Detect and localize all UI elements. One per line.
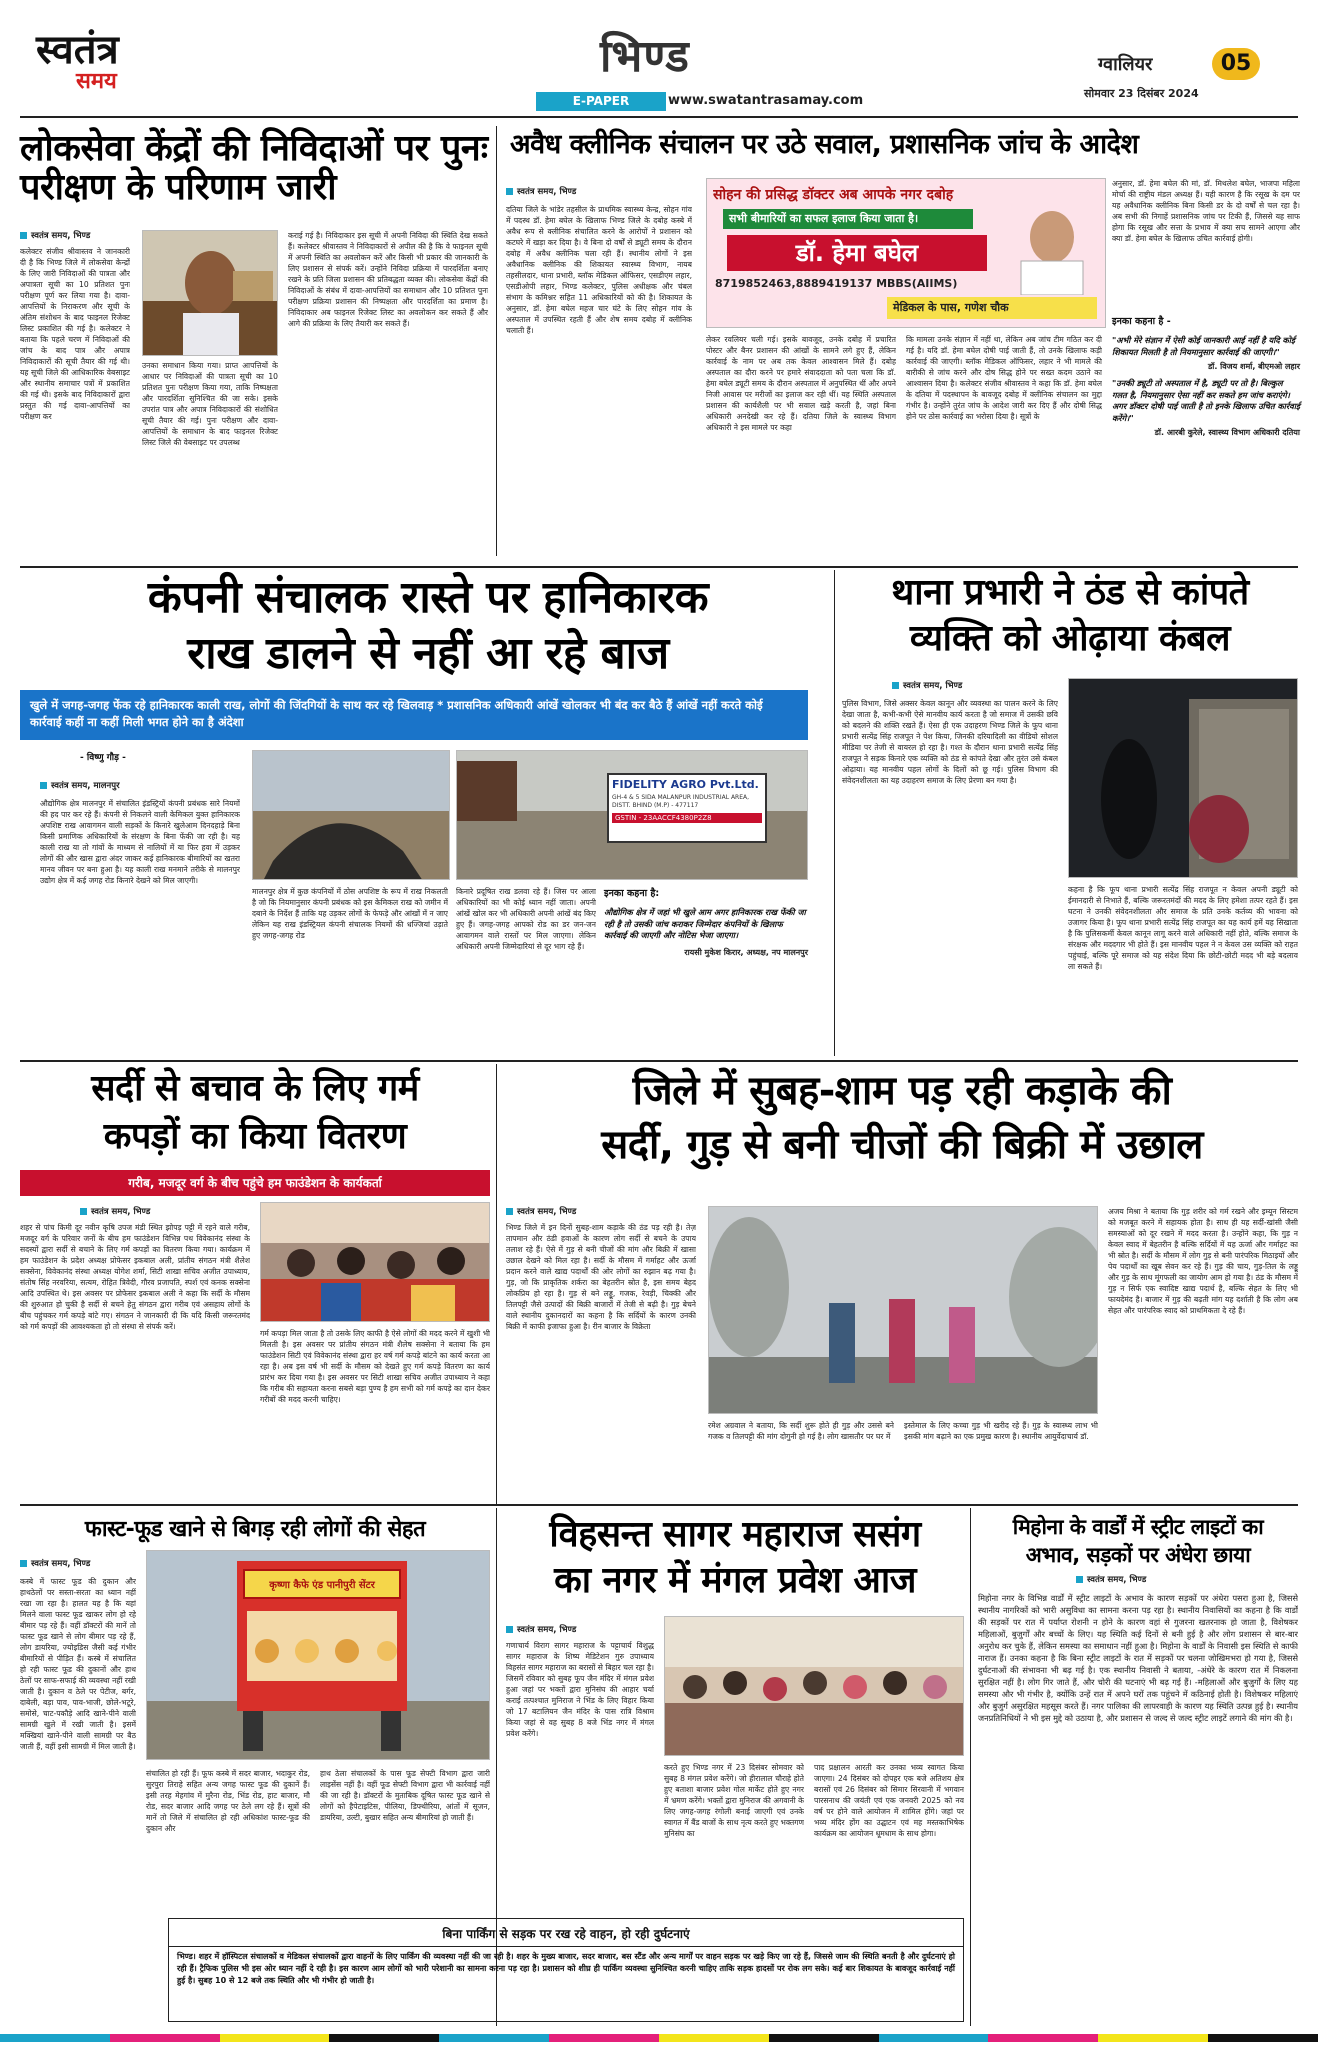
color-registration-bar [0,2034,1318,2042]
quote-signature: रायसी मुकेश किरार, अध्यक्ष, नप मालनपुर [684,947,808,957]
banner-address: मेडिकल के पास, गणेश चौक [887,297,1097,319]
column-1: पुलिस विभाग, जिसे अक्सर केवल कानून और व्यवस्था का पालन करने के लिए देखा जाता है, कभी-कभी ऐसे मानवीय कार्य करता है जो समाज में उसकी छवि को बदलने की शक्ति रखते हैं। ऐसा ही एक उदाहरण भिण्ड जिले के फूप थाना प्रभारी सत्येंद्र सिंह राजपूत ने पेश किया, जिनकी दरियादिली का वीडियो सोशल मीडिया पर तेजी से वायरल हो रहा है। गश्त के दौरान थाना प्रभारी सत्येंद्र सिंह राजपूत ने सड़क किनारे एक व्यक्ति को ठंड से कांपते देखा और तुरंत उसे कंबल ओढ़ाया। यह मानवीय पहल लोगों के दिलों को छू गई। पुलिस विभाग की संवेदनशीलता का यह उदाहरण समाज के लिए प्रेरणा बन गया है। [842,699,1058,785]
article-lokseva [20,124,490,564]
byline-marker-icon [20,1560,27,1567]
box-text: भिण्ड। शहर में हॉस्पिटल संचालकों व मेडिकल संचालकों द्वारा वाहनों के लिए पार्किंग की व्यवस्था नहीं की जा रही है। शहर के मुख्य बाजार, सदर बाजार, बस स्टैंड और अन्य मार्गों पर वाहन सड़क पर खड़े किए जा रहे हैं, जिससे जाम की स्थिति बनती है और दुर्घटनाएं हो रही हैं। ट्रैफिक पुलिस भी इस ओर ध्यान नहीं दे रही है। इस कारण आम लोगों को भारी परेशानी का सामना करना पड़ रहा है। प्रशासन को शीघ्र ही पार्किंग व्यवस्था सुनिश्चित करनी चाहिए ताकि सड़क हादसों पर रोक लग सके। कई बार शिकायत के बावजूद कार्रवाई नहीं हुई है। सुबह 10 से 12 बजे तक स्थिति और भी गंभीर हो जाती है। [177,1952,955,1985]
column-2: करते हुए भिण्ड नगर में 23 दिसंबर सोमवार को सुबह 8 मंगल प्रवेश करेंगे। जो हीरालाल चौराहे होते हुए बताशा बाजार प्रवेश गोल मार्केट होते हुए नगर में भ्रमण करेंगे। भक्तों द्वारा मुनिराज की अगवानी के लिए जगह-जगह रंगोली बनाई जाएगी एवं उनके स्वागत में बैंड बाजों के साथ नृत्य करते हुए भक्तगण मुनिसंघ का [664,1763,804,1838]
parking-news-box [168,1918,964,2022]
fog-walk-photo [708,1206,1098,1414]
column-2: लेकर रवलियर चली गई। इसके बावजूद, उनके दबोह में प्रचारित पोस्टर और बैनर प्रशासन की आंखों के सामने लगे हुए हैं, लेकिन कार्रवाई के नाम पर अब तक केवल आश्वासन मिले हैं। दबोह अस्पताल का दौरा करने पर हमारे संवाददाता को पता चला कि डॉ. हेमा बघेल ड्यूटी समय के दौरान अस्पताल में अनुपस्थित थीं और अपने निजी आवास पर मरीजों का इलाज कर रही थीं। यह स्थिति अस्पताल प्रशासन की कार्यशैली पर भी सवाल खड़े करती है, जहां बिना अधिकारी अनदेखी कर रहे हैं। दतिया जिले के स्वास्थ्य विभाग अधिकारी ने इस मामले पर कहा [706,335,896,432]
column-1: गणाचार्य विराग सागर महाराज के पट्टाचार्य विशुद्ध सागर महाराज के शिष्य मेडिटेशन गुरु उपाध्याय विहसंत सागर महाराज का बरासों से बिहार चल रहा है। जिसमें रविवार को सुबह फूप जैन मंदिर में मंगल प्रवेश हुआ जहां पर भक्तों द्वारा मुनिसंघ की आहार चर्या कराई तत्पश्चात मुनिराज ने भिंड के लिए विहार किया जो 17 बटालियन जैन मंदिर के पास रात्रि विश्राम किया जहां से वह सुबह 8 बजे भिंड नगर में मंगल प्रवेश करेंगे। [506,1641,654,1738]
byline-marker-icon [506,1208,513,1215]
column-1: दतिया जिले के भांडेर तहसील के प्राथमिक स्वास्थ्य केन्द्र, सोहन गांव में पदस्थ डॉ. हेमा बघेल के खिलाफ भिण्ड जिले के दबोह कस्बे में अवैध रूप से क्लीनिक संचालित करने के आरोपों ने प्रशासन को कटघरे में खड़ा कर दिया है। वे बिना दो वर्षों से ड्यूटी समय के दौरान दबोह में अवैध क्लीनिक चला रही हैं। स्थानीय लोगों ने इस अवैधानिक क्लीनिक की शिकायत स्वास्थ्य विभाग, नायब तहसीलदार, थाना प्रभारी, ब्लॉक मेडिकल ऑफिसर, एसडीएम लहार, एसडीओपी लहार, भिण्ड कलेक्टर, पुलिस अधीक्षक और चंबल संभाग के कमिश्नर सहित 11 अधिकारियों को की है। शिकायत के अनुसार, डॉ. हेमा बघेल महज चार घंटे के लिए सोहन गांव के अस्पताल में उपस्थित रहती हैं और शेष समय दबोह में क्लीनिक चलाती हैं। [506,205,692,335]
article-ash-dumping [20,568,830,1058]
banner-doctor-name: डॉ. हेमा बघेल [727,235,987,271]
quote-box [604,886,808,1048]
column-1: कलेक्टर संजीव श्रीवास्तव ने जानकारी दी है कि भिण्ड जिले में लोकसेवा केन्द्रों के लिए जारी निविदाओं की पात्रता और अपात्रता सूची का 10 प्रतिशत पुनः परीक्षण पूर्ण कर लिया गया है। दावा-आपत्तियों के निराकरण और सूची के अंतिम संशोधन के बाद फाइनल रिजेक्ट लिस्ट प्रकाशित की गई है। कलेक्टर ने बताया कि पहले चरण में निविदाओं की जांच के बाद पात्र और अपात्र निविदाकारों की सूची तैयार की गई थी। यह सूची जिले की आधिकारिक वेबसाइट और स्थानीय समाचार पत्रों में प्रकाशित की गई थी। इसके बाद निविदाकारों द्वारा प्रस्तुत की गई दावा-आपत्तियों का परीक्षण कर [20,247,130,421]
masthead-rule [20,116,1298,118]
headline-line-2: कपड़ों का किया वितरण [103,1116,407,1157]
column-3: किनारे प्रदूषित राख डलवा रहे हैं। जिस पर आला अधिकारियों का भी कोई ध्यान नहीं जाता। अपनी आंखें खोल कर भी अधिकारी अपनी आंखें बंद किए हुए हैं। जगह-जगह आपको रोड का डर जन-जन आवागमन वाले रास्तों पर मिल जाएगा। लेकिन अधिकारी अपनी जिम्मेदारियां से दूर भाग रहे हैं। [456,887,596,951]
column-1: मिहोना नगर के विभिन्न वार्डों में स्ट्रीट लाइटों के अभाव के कारण सड़कों पर अंधेरा पसरा हुआ है, जिससे स्थानीय नागरिकों को भारी असुविधा का सामना करना पड़ रहा है। स्थानीय निवासियों का कहना है कि वार्डों की सड़कों पर रात में पर्याप्त रोशनी न होने के कारण वहां से गुजरना खतरनाक हो जाता है, विशेषकर महिलाओं, बुजुर्गों और बच्चों के लिए। यह स्थिति कई दिनों से बनी हुई है और लोग प्रशासन से बार-बार अनुरोध कर चुके हैं, लेकिन समस्या का समाधान नहीं हुआ है। मिहोना के वार्डों के निवासी इस स्थिति से काफी नाराज हैं। उनका कहना है कि बिना स्ट्रीट लाइटों के रात में सड़कों पर चलना जोखिमभरा हो गया है, जिससे दुर्घटनाओं की संभावना भी बढ़ गई है। एक स्थानीय निवासी ने बताया, -अंधेरे के कारण रात में निकलना सुरक्षित नहीं है। लोग गिर जाते हैं, और चोरी की घटनाएं भी बढ़ गई हैं। -महिलाओं और बुजुर्गों के लिए यह समस्या और भी गंभीर है, क्योंकि उन्हें रात में अपने घरों तक पहुंचने में कठिनाई होती है। विशेषकर महिलाएं और बुजुर्ग असुरक्षित महसूस करते हैं। नगर पालिका की लापरवाही के कारण यह स्थिति उत्पन्न हुई है। स्थानीय जनप्रतिनिधियों ने भी इस मुद्दे को उठाया है, और प्रशासन से जल्द से जल्द स्ट्रीट लाइटें लगाने की मांग की है। [978,1593,1298,1723]
headline-line-1: सर्दी से बचाव के लिए गर्म [91,1068,419,1109]
website-link[interactable]: www.swatantrasamay.com [668,93,864,108]
cart-sign: कृष्णा कैफे एंड पानीपुरी सेंटर [243,1569,401,1599]
edition-block [1084,48,1284,108]
factory-sign-photo [456,750,808,880]
brand-logo [36,26,196,94]
banner-phone: 8719852463,8889419137 MBBS(AIIMS) [715,277,958,290]
brand-top: स्वतंत्र [36,26,119,73]
headline-line-2: अभाव, सड़कों पर अंधेरा छाया [1025,1543,1251,1567]
blanket-photo [1068,678,1298,878]
headline-line-1: जिले में सुबह-शाम पड़ रही कड़ाके की [632,1068,1172,1114]
column-3: पाद प्रक्षालन आरती कर उनका भव्य स्वागत किया जाएगा। 24 दिसंबर को दोपहर एक बजे अतिशय क्षेत्र बरासों एवं 26 दिसंबर को सिमार सिरवानी में भगवान पारसनाथ की जयंती एवं एक जनवरी 2025 को नव वर्ष पर होने वाले आयोजन में शामिल होंगे। जहां पर भव्य मंदिर होंग का उद्घाटन एवं मह मस्तकाभिषेक कार्यक्रम का आयोजन धूमधाम के साथ होगा। [814,1763,964,1838]
ash-pile-image [253,751,450,880]
article-jaggery [506,1062,1298,1502]
headline: अवैध क्लीनिक संचालन पर उठे सवाल, प्रशासनिक जांच के आदेश [510,129,1139,160]
author: - विष्णु गौड़ - [80,753,126,763]
headline-line-2: व्यक्ति को ओढ़ाया कंबल [909,618,1231,659]
sign-address: GH-4 & 5 SIDA MALANPUR INDUSTRIAL AREA, DISTT. BHIND (M.P) - 477117 [612,794,750,809]
box-title: बिना पार्किंग से सड़क पर रख रहे वाहन, हो रही दुर्घटनाएं [169,1919,963,1947]
byline: स्वतंत्र समय, भिण्ड [892,680,962,691]
headline: लोकसेवा केंद्रों की निविदाओं पर पुनः परीक्षण के परिणाम जारी [20,128,488,208]
headline-line-1: मिहोना के वार्डों में स्ट्रीट लाइटों का [1012,1515,1264,1539]
column-2: मालनपुर क्षेत्र में कुछ कंपनियों में ठोस अपशिष्ट के रूप में राख निकलती है जो कि नियमानुसार कंपनी प्रबंधक को इस केमिकल राख को जमीन में दबाने के निर्देश हैं ताकि यह उड़कर लोगों के फेफड़े और आंखों में न जाए लेकिन यह राख इंडस्ट्रियल कंपनी संचालक नियमों की धज्जियां उड़ाते हुए जगह-जगह रोड [252,887,448,940]
foggy-road-image [709,1207,1098,1414]
banner-line-2: सभी बीमारियों का सफल इलाज किया जाता है। [723,209,973,229]
page-number: 05 [1212,48,1260,80]
deck-bar: गरीब, मजदूर वर्ग के बीच पहुंचे हम फाउंडेशन के कार्यकर्ता [20,1170,490,1196]
byline-marker-icon [506,1626,513,1633]
collector-portrait-image [143,231,278,356]
byline-marker-icon [506,188,513,195]
column-2: गर्म कपड़ा मिल जाता है तो उसके लिए काफी है ऐसे लोगों की मदद करने में खुशी भी मिलती है। इस अवसर पर प्रांतीय संगठन मंत्री शैलेष सक्सेना ने बताया कि हम फाउंडेशन सिटी एवं विवेकानंद संस्था द्वारा हर वर्ष गर्म कपड़े बांटने का कार्य करता आ रहा है। अब इस वर्ष भी सर्दी के मौसम को देखते हुए गर्म कपड़े वितरण का कार्य प्रारंभ कर दिया गया है। इस अवसर पर सिटी शाखा सचिव अजीत उपाध्याय ने कहा कि गरीब की सहायता करना सबसे बड़ा पुण्य है हम सभी को गर्म कपड़े का दान देकर गरीबों की मदद करनी चाहिए। [260,1329,490,1404]
byline-marker-icon [80,1208,87,1215]
byline: स्वतंत्र समय, भिण्ड [506,186,576,197]
article-saint-entry [506,1506,964,1916]
article-blanket [842,568,1298,1058]
headline-line-1: कंपनी संचालक रास्ते पर हानिकारक [147,572,709,623]
quote: औद्योगिक क्षेत्र में जहां भी खुले आम अगर हानिकारक राख फेंकी जा रही है तो उसकी जांच कराकर जिम्मेदार कंपनियों के खिलाफ कार्रवाई की जाएगी और नोटिस भेजा जाएगा। [604,907,806,940]
byline: स्वतंत्र समय, भिण्ड [1076,1574,1146,1585]
deck-bar: खुले में जगह-जगह फेंक रहे हानिकारक काली राख, लोगों की जिंदगियों के साथ कर रहे खिलवाड़ * प्रशासनिक अधिकारी आंखें खोलकर भी बंद कर बैठे हैं आंखें नहीं करते कोई कार्रवाई कहीं ना कहीं मिली भगत होने का है अंदेशा [20,690,808,740]
byline-marker-icon [892,682,899,689]
distribution-photo [260,1202,490,1322]
clinic-banner-photo [706,178,1106,328]
distribution-image [261,1203,490,1322]
article-street-lights [978,1506,1298,2026]
sign-gst: GSTIN - 23AACCF4380P2Z8 [612,813,762,823]
quote-box-heading: इनका कहना है - [1112,316,1171,327]
column-3: हाथ ठेला संचालकों के पास फूड सेफ्टी विभाग द्वारा जारी लाइसेंस नहीं है। वहीं फूड सेफ्टी विभाग द्वारा भी कार्रवाई नहीं की जा रही है। डॉक्टरों के मुताबिक दूषित फास्ट फूड खाने से लोगों को हैपेटाइटिस, पीलिया, डिफ्थीरिया, आंतों में सूजन, डायरिया, उल्टी, बुखार सहित अन्य बीमारियां हो जाती हैं। [320,1769,490,1822]
quote-2-signature: डॉ. आरबी कुरेले, स्वास्थ्य विभाग अधिकारी दतिया [1154,428,1300,437]
night-street-image [1069,679,1298,878]
masthead [0,0,1318,118]
doctor-portrait-image [1007,203,1097,295]
column-4: अनुसार, डॉ. हेमा बघेल की मां, डॉ. मिथलेश बघेल, भाजपा महिला मोर्चा की राष्ट्रीय मंडल अध्यक्ष हैं। यही कारण है कि रसूख के दम पर यह अवैधानिक क्लीनिक बिना किसी डर के दो वर्षों से चल रहा है। अब सभी की निगाहें प्रशासनिक जांच पर टिकी हैं, जिससे यह साफ होगा कि रसूख और सत्ता के प्रभाव में क्या सच सामने आएगा और क्या डॉ. हेमा बघेल के खिलाफ उचित कार्रवाई होगी। [1112,179,1300,243]
divider [496,1064,497,1504]
byline: स्वतंत्र समय, भिण्ड [80,1206,150,1217]
edition-name: ग्वालियर [1098,54,1153,75]
quote-1: "अभी मेरे संज्ञान में ऐसी कोई जानकारी आई नहीं है यदि कोई शिकायत मिलती है तो नियमानुसार कार्रवाई की जाएगी।" [1112,335,1295,357]
column-1: भिण्ड जिले में इन दिनों सुबह-शाम कड़ाके की ठंड पड़ रही है। तेज़ तापमान और ठंडी हवाओं के कारण लोग सर्दी से बचने के उपाय तलाश रहे हैं। ऐसे में गुड़ से बनी चीजों की मांग और बिक्री में खासा उछाल देखने को मिल रहा है। सर्दी के मौसम में गर्माहट और ऊर्जा प्रदान करने वाले खाद्य पदार्थों की ओर लोगों का रुझान बढ़ गया है। गुड़, जो कि प्राकृतिक शर्करा का बेहतरीन स्रोत है, इस समय बेहद लोकप्रिय हो रहा है। गुड़ से बने लड्डू, गजक, रेवड़ी, चिक्की और तिलपट्टी जैसे उत्पादों की बिक्री बाजारों में तेजी से बढ़ी है। गुड़ बेचने वाले स्थानीय दुकानदारों का कहना है कि सर्दियों के कारण उनकी बिक्री में काफी इजाफा हुआ है। रीन बाजार के विक्रेता [506,1223,696,1331]
column-2: संचालित हो रही हैं। फूफ कस्बे में सदर बाजार, भदाकुर रोड, सुरपुरा तिराहे सहित अन्य जगह फास्ट फूड की दुकानें हैं। इसी तरह मेहगांव में मुरैना रोड, भिंड रोड, हाट बाजार, मौ रोड, सदर बाजार आदि जगह पर ठेले लग रहे हैं। सूत्रों की मानें तो जिले में संचालित हो रही अधिकांश फास्ट-फूड की दुकान और [146,1769,310,1833]
procession-image [665,1617,964,1756]
article-illegal-clinic [506,124,1300,564]
divider [970,1508,971,2026]
column-3: कराई गई है। निविदाकार इस सूची में अपनी निविदा की स्थिति देख सकते हैं। कलेक्टर श्रीवास्तव ने निविदाकारों से अपील की है कि वे फाइनल सूची में अपनी स्थिति का अवलोकन करें और किसी भी प्रकार की जानकारी के लिए प्रशासन से संपर्क करें। उन्होंने निविदा प्रक्रिया में पारदर्शिता बनाए रखने के प्रति जिला प्रशासन की प्रतिबद्धता व्यक्त की। लोकसेवा केंद्रों की निविदाओं के संबंध में दावा-आपत्तियों का समाधान और 10 प्रतिशत पुनः परीक्षण प्रक्रिया प्रशासन की निष्पक्षता और पारदर्शिता का प्रमाण है। निविदाकार अब फाइनल रिजेक्ट लिस्ट का अवलोकन कर सकते हैं और आगे की प्रक्रिया के लिए तैयारी कर सकते हैं। [288,231,488,328]
headline: फास्ट-फूड खाने से बिगड़ रही लोगों की सेहत [84,1517,426,1542]
column-3: इस्तेमाल के लिए कच्चा गुड़ भी खरीद रहे हैं। गुड़ के स्वास्थ्य लाभ भी इसकी मांग बढ़ाने का एक प्रमुख कारण है। स्थानीय आयुर्वेदाचार्य डॉ. [904,1421,1098,1441]
column-1: कस्बे में फास्ट फूड की दुकान और हाथठेलों पर सस्ता-सरता का ध्यान नहीं रखा जा रहा है। हालत यह है कि यहां मिलने वाला फास्ट फूड खाकर लोग हो रहे बीमार पड़ रहे हैं। वहीं डॉक्टरों की मानें तो फास्ट फूड खाने से लोग बीमार पड़ रहे हैं, लोग डायरिया, ज्योइडिस जैसी कई गंभीर बीमारियों से पीड़ित हैं। कस्बे में संचालित हो रही फास्ट फूड की दुकानों और हाथ ठेलों पर साफ-सफाई की व्यवस्था नहीं रखी जाती है। दुकान व ठेले पर पेटीज, बर्गर, दाबेली, बड़ा पाव, पाव-भाजी, छोले-भटूरे, समोसे, चाट-पकौड़े आदि खाने-पीने वाली सामग्री खुले में रखी जाती है। इसमें मक्खियां खाने-पीने वाली सामग्री पर बैठ जाती हैं, वहीं इसी सामग्री में मिल जाती है। [20,1577,136,1751]
factory-sign [607,773,767,843]
headline-line-2: सर्दी, गुड़ से बनी चीजों की बिक्री में उछाल [601,1122,1203,1168]
quote-1-signature: डॉ. विजय शर्मा, बीएमओ लहार [1207,362,1300,371]
column-3: कि मामला उनके संज्ञान में नहीं था, लेकिन अब जांच टीम गठित कर दी गई है। यदि डॉ. हेमा बघेल दोषी पाई जाती हैं, तो उनके खिलाफ कड़ी कार्रवाई की जाएगी। ब्लॉक मेडिकल ऑफिसर, लहार ने भी मामले की बारीकी से जांच करने और दोष सिद्ध होने पर सख्त कदम उठाने का आश्वासन दिया है। कलेक्टर संजीव श्रीवास्तव ने कहा कि डॉ. हेमा बघेल के दतिया में पदस्थापन के बावजूद दबोह में क्लीनिक संचालन का मुद्दा गंभीर है। उन्होंने तुरंत जांच के आदेश जारी कर दिए हैं और दोषी सिद्ध होने पर ठोस कार्रवाई का भरोसा दिया है। सूत्रों के [906,335,1102,421]
saint-procession-photo [664,1616,964,1756]
quote-2: "उनकी ड्यूटी तो अस्पताल में है, ड्यूटी पर तो है। बिल्कुल गलत है, नियमानुसार ऐसा नहीं कर सकते हम जांच कराएंगे। अगर डॉक्टर दोषी पाई जाती है तो इनके खिलाफ उचित कार्रवाई करेंगे।" [1112,378,1300,423]
quote-box-heading: इनका कहना है: [604,888,660,899]
banner-line-1: सोहन की प्रसिद्ध डॉक्टर अब आपके नगर दबोह [713,187,954,203]
headline-line-2: राख डालने से नहीं आ रहे बाज [187,628,669,679]
article-warm-clothes [20,1062,490,1502]
food-cart-photo [146,1550,490,1760]
quote-box [1112,314,1300,562]
issue-date: सोमवार 23 दिसंबर 2024 [1084,87,1199,100]
byline-marker-icon [40,782,47,789]
byline: स्वतंत्र समय, भिण्ड [506,1624,576,1635]
headline-line-1: थाना प्रभारी ने ठंड से कांपते [891,572,1249,613]
byline-marker-icon [1076,1576,1083,1583]
column-1: औद्योगिक क्षेत्र मालनपुर में संचालित इंडस्ट्रियों कंपनी प्रबंधक सारे नियमों की हद पार कर रहे हैं। कंपनी से निकलने वाली केमिकल युक्त हानिकारक अपशिष्ट राख आवागमन वाली सड़कों के किनारे खुलेआम दिनदहाड़े बिना किसी प्रमाणिक अधिकारियों के संरक्षण के बिना फेंकी जा रही है। यह काली राख या तो गांवों के माध्यम से नालियों में या फिर हवा में उड़कर लोगों की और खास द्वारा अंदर जाकर कई हानिकारक बीमारियों का खतरा मानव जीवन पर बना हुआ है। यह काली राख मनमाने तरीके से मालनपुर उद्योग क्षेत्र में कई जगह रोड किनारे देखने को मिल जाएगी। [40,799,240,885]
brand-bottom: समय [76,69,117,94]
column-1: शहर से पांच किमी दूर नवीन कृषि उपज मंडी स्थित झोपड़ पट्टी में रहने वाले गरीब, मजदूर वर्ग के परिवार जनों के बीच हम फाउंडेशन विभिन्न पथ विवेकानंद संस्था के सदस्यों द्वारा सर्दी से बचाने के लिए गर्म कपड़ों का वितरण किया गया। कार्यक्रम में हम फाउंडेशन के प्रदेश अध्यक्ष प्रोफेसर इकबाल अली, प्रांतीय संगठन मंत्री शैलेश सक्सेना, विवेकानंद संस्था अध्यक्ष योगेश शर्मा, सिटी शाखा सचिव अजीत उपाध्याय, संतोष सिंह नरवरिया, सत्यम, रोहित त्रिवेदी, गौरव प्रजापति, स्पर्श एवं कनक सक्सेना आदि उपस्थित थे। इस अवसर पर प्रोफेसर इकबाल अली ने कहा कि सर्दी के मौसम की शुरुआत हो चुकी है सर्दी से बचने हेतु संगठन द्वारा गरीब एवं असहाय लोगों के बीच पहुंचकर गर्म कपड़े बांटे गए। संगठन ने जानकारी दी कि यदि किसी जरूरतमंद को गर्म कपड़ों की आवश्यकता हो तो संस्था से संपर्क करें। [20,1223,250,1331]
byline: स्वतंत्र समय, भिण्ड [20,1558,90,1569]
byline-marker-icon [20,232,27,239]
city-title: भिण्ड [600,31,690,82]
headline-line-1: विहसन्त सागर महाराज ससंग [549,1514,921,1555]
epaper-bar: E-PAPER [536,92,666,111]
column-4: अजय मिश्रा ने बताया कि गुड़ शरीर को गर्म रखने और इम्यून सिस्टम को मजबूत करने में सहायक होता है। साथ ही यह सर्दी-खांसी जैसी समस्याओं को दूर रखने में मदद करता है। उन्होंने कहा, कि गुड़ न केवल स्वाद में बेहतरीन है बल्कि सर्दियों में यह ऊर्जा और गर्माहट का भी स्रोत है। सर्दी के मौसम में लोग गुड़ से बनी पारंपरिक मिठाइयों और पेय पदार्थों का खूब सेवन कर रहे हैं। गुड़ की चाय, गुड़-तिल के लड्डू और गुड़ के साथ मूंगफली का जायोग आम हो गया है। ठंड के मौसम में गुड़ न सिर्फ एक स्वादिष्ट खाद्य पदार्थ है, बल्कि सेहत के लिए भी फायदेमंद है। बाजार में गुड़ की बढ़ती मांग यह दर्शाती है कि लोग अब सेहत और पारंपरिक स्वाद को प्राथमिकता दे रहे हैं। [1108,1207,1298,1315]
headline-line-2: का नगर में मंगल प्रवेश आज [554,1560,916,1601]
divider [496,126,497,556]
collector-photo [142,230,278,356]
sign-company: FIDELITY AGRO Pvt.Ltd. [612,778,759,791]
column-2: रमेश अग्रवाल ने बताया, कि सर्दी शुरू होते ही गुड़ और उससे बने गजक व तिलपट्टी की मांग दोगुनी हो गई है। लोग खासतौर पर घर में [708,1421,894,1441]
column-2: उनका समाधान किया गया। प्राप्त आपत्तियों के आधार पर निविदाओं की पात्रता सूची का 10 प्रतिशत पुनः परीक्षण किया गया, ताकि निष्पक्षता और पारदर्शिता सुनिश्चित की जा सके। इसके उपरांत पात्र और अपात्र निविदाकारों की संशोधित सूची तैयार की गई। पुनः परीक्षण और दावा-आपत्तियों के समाधान के बाद फाइनल रिजेक्ट लिस्ट जिले की वेबसाइट पर उपलब्ध [142,361,278,447]
byline: स्वतंत्र समय, भिण्ड [20,230,90,241]
divider [834,570,835,1056]
ash-pile-photo [252,750,450,880]
column-2: कहना है कि फूप थाना प्रभारी सत्येंद्र सिंह राजपूत न केवल अपनी ड्यूटी को ईमानदारी से निभाते हैं, बल्कि जरूरतमंदों की मदद के लिए हमेशा तत्पर रहते हैं। इस घटना ने उनकी संवेदनशीलता और समाज के प्रति उनके कर्तव्य की भावना को उजागर किया है। फूप थाना प्रभारी सत्येंद्र सिंह राजपूत का यह कार्य हमें यह सिखाता है कि पुलिसकर्मी केवल कानून लागू करने वाले अधिकारी नहीं होते, बल्कि समाज के संरक्षक और मददगार भी होते हैं। इस मानवीय पहल ने न केवल उस व्यक्ति को राहत पहुंचाई, बल्कि पूरे समाज को यह संदेश दिया कि छोटी-छोटी मदद भी बड़े बदलाव ला सकते हैं। [1068,885,1298,971]
byline: स्वतंत्र समय, मालनपुर [40,780,120,791]
byline: स्वतंत्र समय, भिण्ड [506,1206,576,1217]
